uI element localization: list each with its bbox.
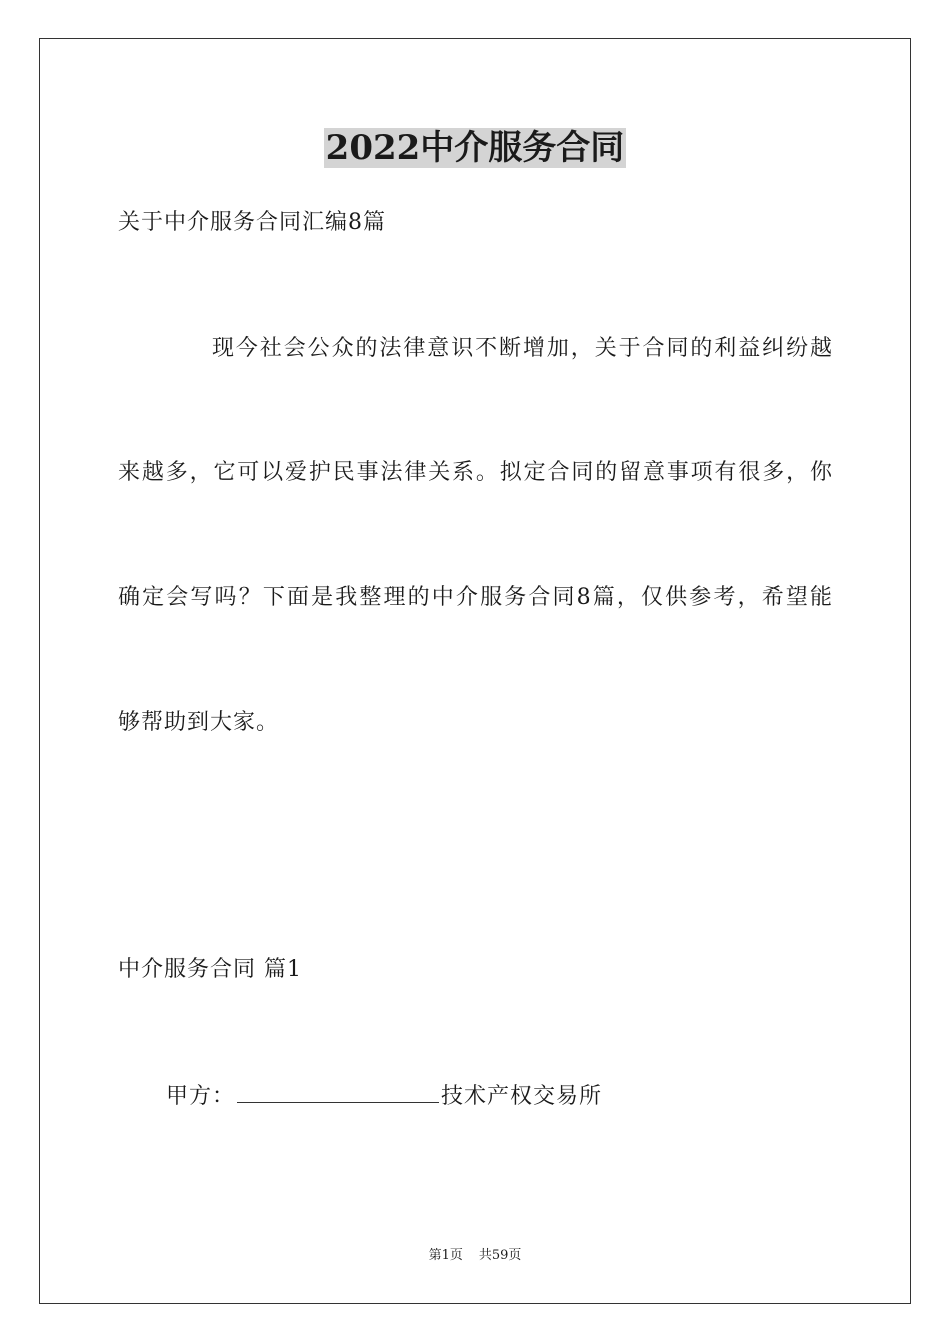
intro-line-2: 来越多，它可以爱护民事法律关系。拟定合同的留意事项有很多，你 bbox=[118, 460, 832, 485]
section-heading: 中介服务合同 篇1 bbox=[118, 957, 302, 982]
intro-line-1: 现今社会公众的法律意识不断增加，关于合同的利益纠纷越 bbox=[212, 336, 832, 361]
document-title-text: 2022中介服务合同 bbox=[325, 128, 625, 168]
party-a-blank bbox=[237, 1080, 439, 1103]
page-current: 第1页 bbox=[428, 1248, 463, 1263]
party-a-line bbox=[166, 1080, 602, 1112]
page-total: 共59页 bbox=[478, 1248, 522, 1263]
intro-line-3: 确定会写吗？下面是我整理的中介服务合同8篇，仅供参考，希望能 bbox=[118, 585, 832, 610]
document-subtitle: 关于中介服务合同汇编8篇 bbox=[118, 210, 386, 235]
intro-line-4: 够帮助到大家。 bbox=[118, 710, 280, 735]
party-a-label: 甲方： bbox=[166, 1084, 236, 1109]
party-a-value: 技术产权交易所 bbox=[441, 1084, 603, 1109]
page-footer bbox=[0, 1247, 950, 1265]
document-title bbox=[0, 126, 950, 170]
